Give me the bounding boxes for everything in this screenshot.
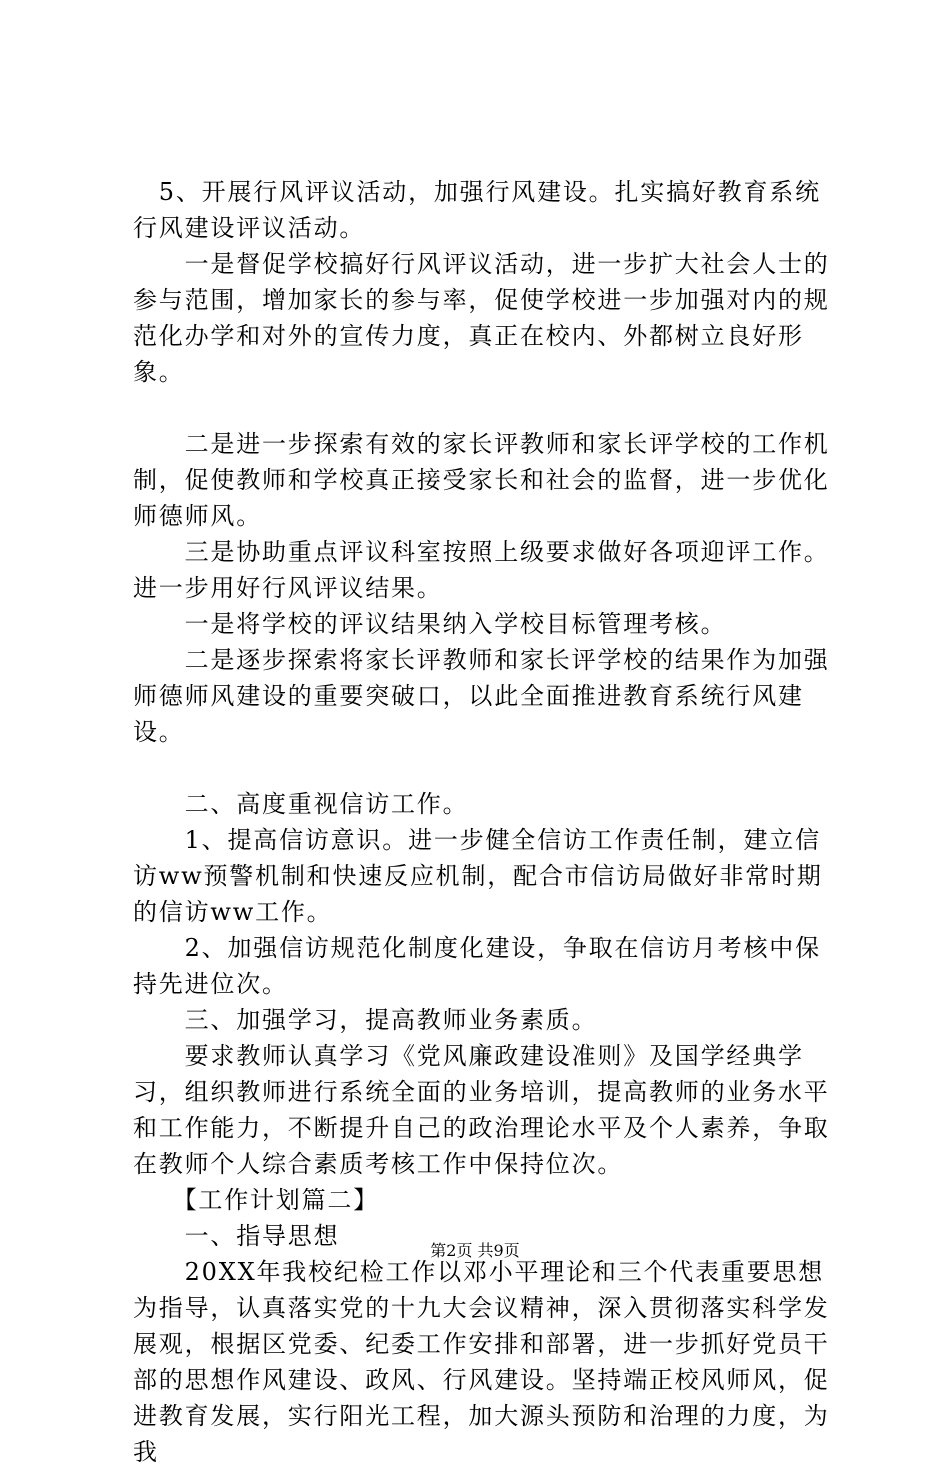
paragraph-6: 二是逐步探索将家长评教师和家长评学校的结果作为加强师德师风建设的重要突破口，以此全面推进教育系统行风建设。	[133, 646, 830, 746]
paragraph-5: 一是将学校的评议结果纳入学校目标管理考核。	[133, 610, 727, 638]
part-title: 【工作计划篇二】	[133, 1186, 379, 1214]
paragraph-4: 三是协助重点评议科室按照上级要求做好各项迎评工作。进一步用好行风评议结果。	[133, 538, 830, 602]
section-heading-3: 三、加强学习，提高教师业务素质。	[133, 1006, 598, 1034]
page-footer: 第2页 共9页	[430, 1241, 520, 1260]
paragraph-8: 2、加强信访规范化制度化建设，争取在信访月考核中保持先进位次。	[133, 934, 821, 998]
paragraph-3: 二是进一步探索有效的家长评教师和家长评学校的工作机制，促使教师和学校真正接受家长和社会的监督，进一步优化师德师风。	[133, 430, 830, 530]
section-heading-guiding: 一、指导思想	[133, 1222, 340, 1250]
paragraph-10: 20XX年我校纪检工作以邓小平理论和三个代表重要思想为指导，认真落实党的十九大会议精神，深入贯彻落实科学发展观，根据区党委、纪委工作安排和部署，进一步抓好党员干部的思想作风建设、政风、行风建设。坚持端正校风师风，促进教育发展，实行阳光工程，加大源头预防和治理的力度，为我	[133, 1258, 830, 1466]
paragraph-2: 一是督促学校搞好行风评议活动，进一步扩大社会人士的参与范围，增加家长的参与率，促使学校进一步加强对内的规范化办学和对外的宣传力度，真正在校内、外都树立良好形象。	[133, 250, 830, 386]
blank-line	[133, 750, 833, 786]
paragraph-1: 5、开展行风评议活动，加强行风建设。扎实搞好教育系统行风建设评议活动。	[133, 178, 821, 242]
document-body	[133, 174, 833, 1470]
paragraph-7: 1、提高信访意识。进一步健全信访工作责任制，建立信访ww预警机制和快速反应机制，配合市信访局做好非常时期的信访ww工作。	[133, 826, 823, 926]
paragraph-9: 要求教师认真学习《党风廉政建设准则》及国学经典学习，组织教师进行系统全面的业务培训，提高教师的业务水平和工作能力，不断提升自己的政治理论水平及个人素养，争取在教师个人综合素质考核工作中保持位次。	[133, 1042, 830, 1178]
blank-line	[133, 390, 833, 426]
section-heading-2: 二、高度重视信访工作。	[133, 790, 469, 818]
